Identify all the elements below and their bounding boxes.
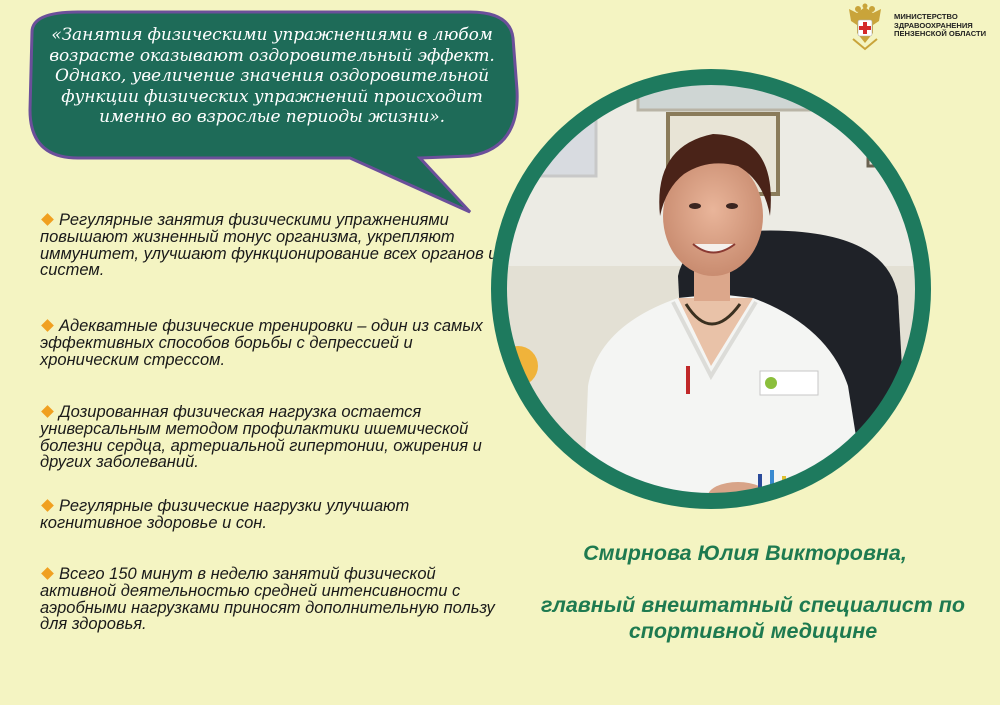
speaker-name: Смирнова Юлия Викторовна, <box>583 541 907 565</box>
list-item-text: Адекватные физические тренировки – один из самых эффективных способов борьбы с депрессией и хроническим стрессом. <box>40 317 483 369</box>
list-item-text: Дозированная физическая нагрузка остается универсальным методом профилактики ишемической болезни сердца, артериальной гипертонии, ожирения и других заболеваний. <box>40 403 482 472</box>
list-item <box>40 498 500 532</box>
list-item-text: Регулярные занятия физическими упражнениями повышают жизненный тонус организма, укрепляют иммунитет, улучшают функционирование всех органов и систем. <box>40 211 498 280</box>
portrait-photo <box>488 66 934 512</box>
list-item <box>40 212 500 279</box>
list-item <box>40 404 500 471</box>
bullet-diamond-icon <box>41 319 54 332</box>
list-item-text: Всего 150 минут в неделю занятий физической активной деятельностью средней интенсивности с аэробными нагрузками приносят дополнительную пользу для здоровья. <box>40 565 495 634</box>
bullet-diamond-icon <box>41 213 54 226</box>
speaker-role: главный внештатный специалист по спортивной медицине <box>540 593 966 643</box>
bullet-diamond-icon <box>41 499 54 512</box>
bullet-diamond-icon <box>41 567 54 580</box>
ministry-line-1: МИНИСТЕРСТВО <box>894 12 958 21</box>
list-item-text: Регулярные физические нагрузки улучшают когнитивное здоровье и сон. <box>40 497 410 532</box>
ministry-name <box>894 13 994 39</box>
ministry-line-2: ЗДРАВООХРАНЕНИЯ <box>894 20 973 30</box>
ministry-line-3: ПЕНЗЕНСКОЙ ОБЛАСТИ <box>894 29 987 39</box>
list-item <box>40 318 500 368</box>
quote-bubble <box>0 0 520 220</box>
ministry-logo <box>843 3 993 51</box>
bullet-diamond-icon <box>41 405 54 418</box>
speaker-caption <box>510 540 980 644</box>
list-item <box>40 566 500 633</box>
coat-of-arms-icon <box>843 3 887 51</box>
quote-text: «Занятия физическими упражнениями в любом возрасте оказывают оздоровительный эффект. Однако, увеличение значения оздоровительной функции физических упражнений происходит именно во взрослые периоды жизни». <box>49 25 495 127</box>
